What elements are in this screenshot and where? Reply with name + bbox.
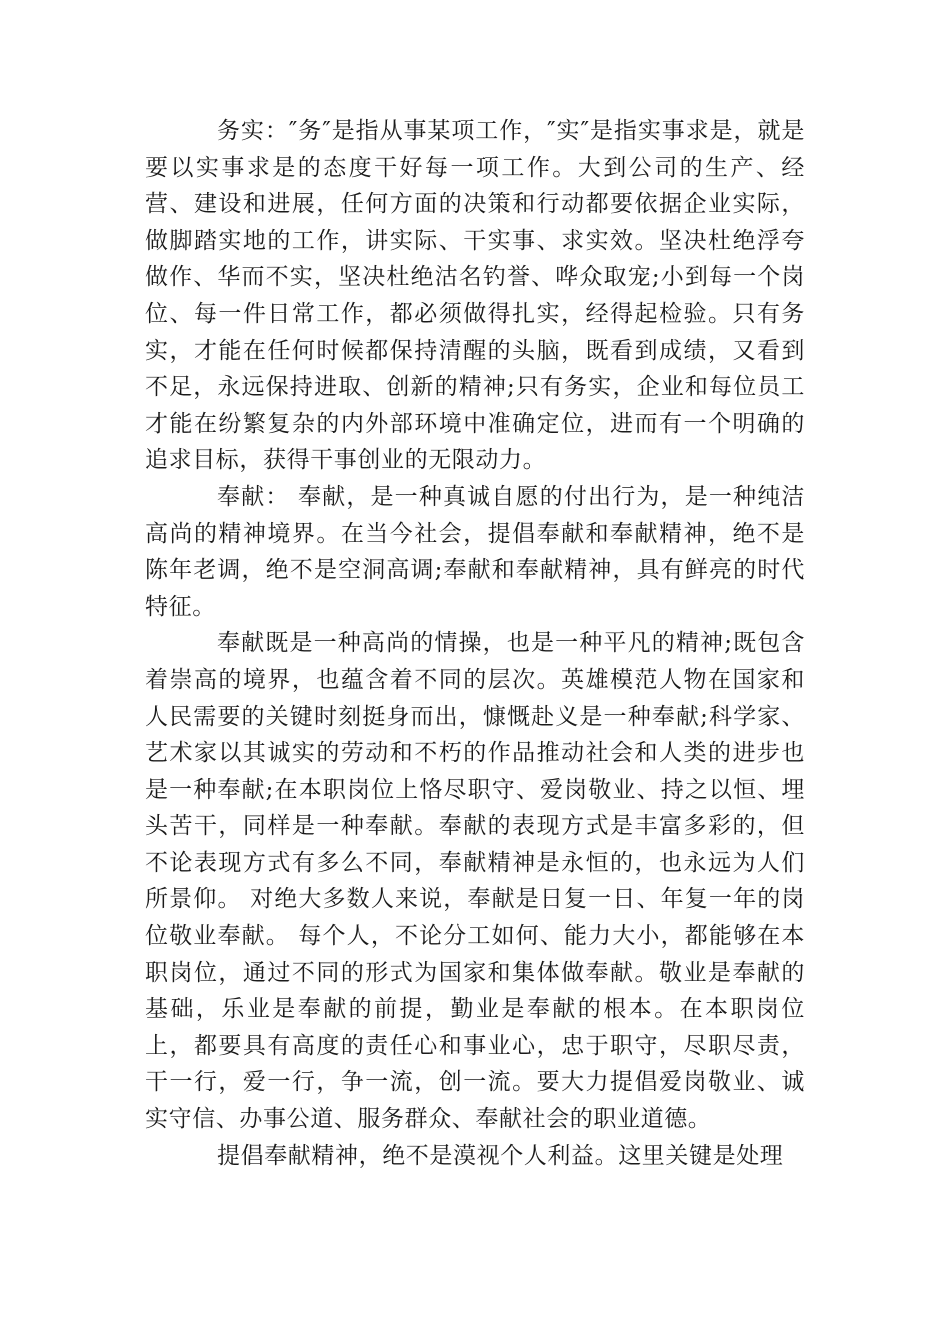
paragraph-dedication-levels: 奉献既是一种高尚的情操，也是一种平凡的精神;既包含着崇高的境界，也蕴含着不同的层次。英雄模范人物在国家和人民需要的关键时刻挺身而出，慷慨赴义是一种奉献;科学家、艺术家以其诚实的劳动和不朽的作品推动社会和人类的进步也是一种奉献;在本职岗位上恪尽职守、爱岗敬业、持之以恒、埋头苦干，同样是一种奉献。奉献的表现方式是丰富多彩的，但不论表现方式有多么不同，奉献精神是永恒的，也永远为人们所景仰。 对绝大多数人来说，奉献是日复一日、年复一年的岗位敬业奉献。 每个人，不论分工如何、能力大小，都能够在本职岗位，通过不同的形式为国家和集体做奉献。敬业是奉献的基础，乐业是奉献的前提，勤业是奉献的根本。在本职岗位上，都要具有高度的责任心和事业心，忠于职守，尽职尽责，干一行，爱一行，争一流，创一流。要大力提倡爱岗敬业、诚实守信、办事公道、服务群众、奉献社会的职业道德。 <box>145 630 805 1133</box>
paragraph-dedication-interest: 提倡奉献精神，绝不是漠视个人利益。这里关键是处理 <box>217 1142 784 1169</box>
paragraph-pragmatism: 务实：″务″是指从事某项工作，″实″是指实事求是，就是要以实事求是的态度干好每一项工作。大到公司的生产、经营、建设和进展，任何方面的决策和行动都要依据企业实际，做脚踏实地的工作，讲实际、干实事、求实效。坚决杜绝浮夸做作、华而不实，坚决杜绝沽名钓誉、哗众取宠;小到每一个岗位、每一件日常工作，都必须做得扎实，经得起检验。只有务实，才能在任何时候都保持清醒的头脑，既看到成绩，又看到不足，永远保持进取、创新的精神;只有务实，企业和每位员工才能在纷繁复杂的内外部环境中准确定位，进而有一个明确的追求目标，获得干事创业的无限动力。 <box>145 118 805 474</box>
document-body <box>145 113 805 1174</box>
paragraph-dedication-intro: 奉献： 奉献，是一种真诚自愿的付出行为，是一种纯洁高尚的精神境界。在当今社会，提倡奉献和奉献精神，绝不是陈年老调，绝不是空洞高调;奉献和奉献精神，具有鲜亮的时代特征。 <box>145 483 805 620</box>
